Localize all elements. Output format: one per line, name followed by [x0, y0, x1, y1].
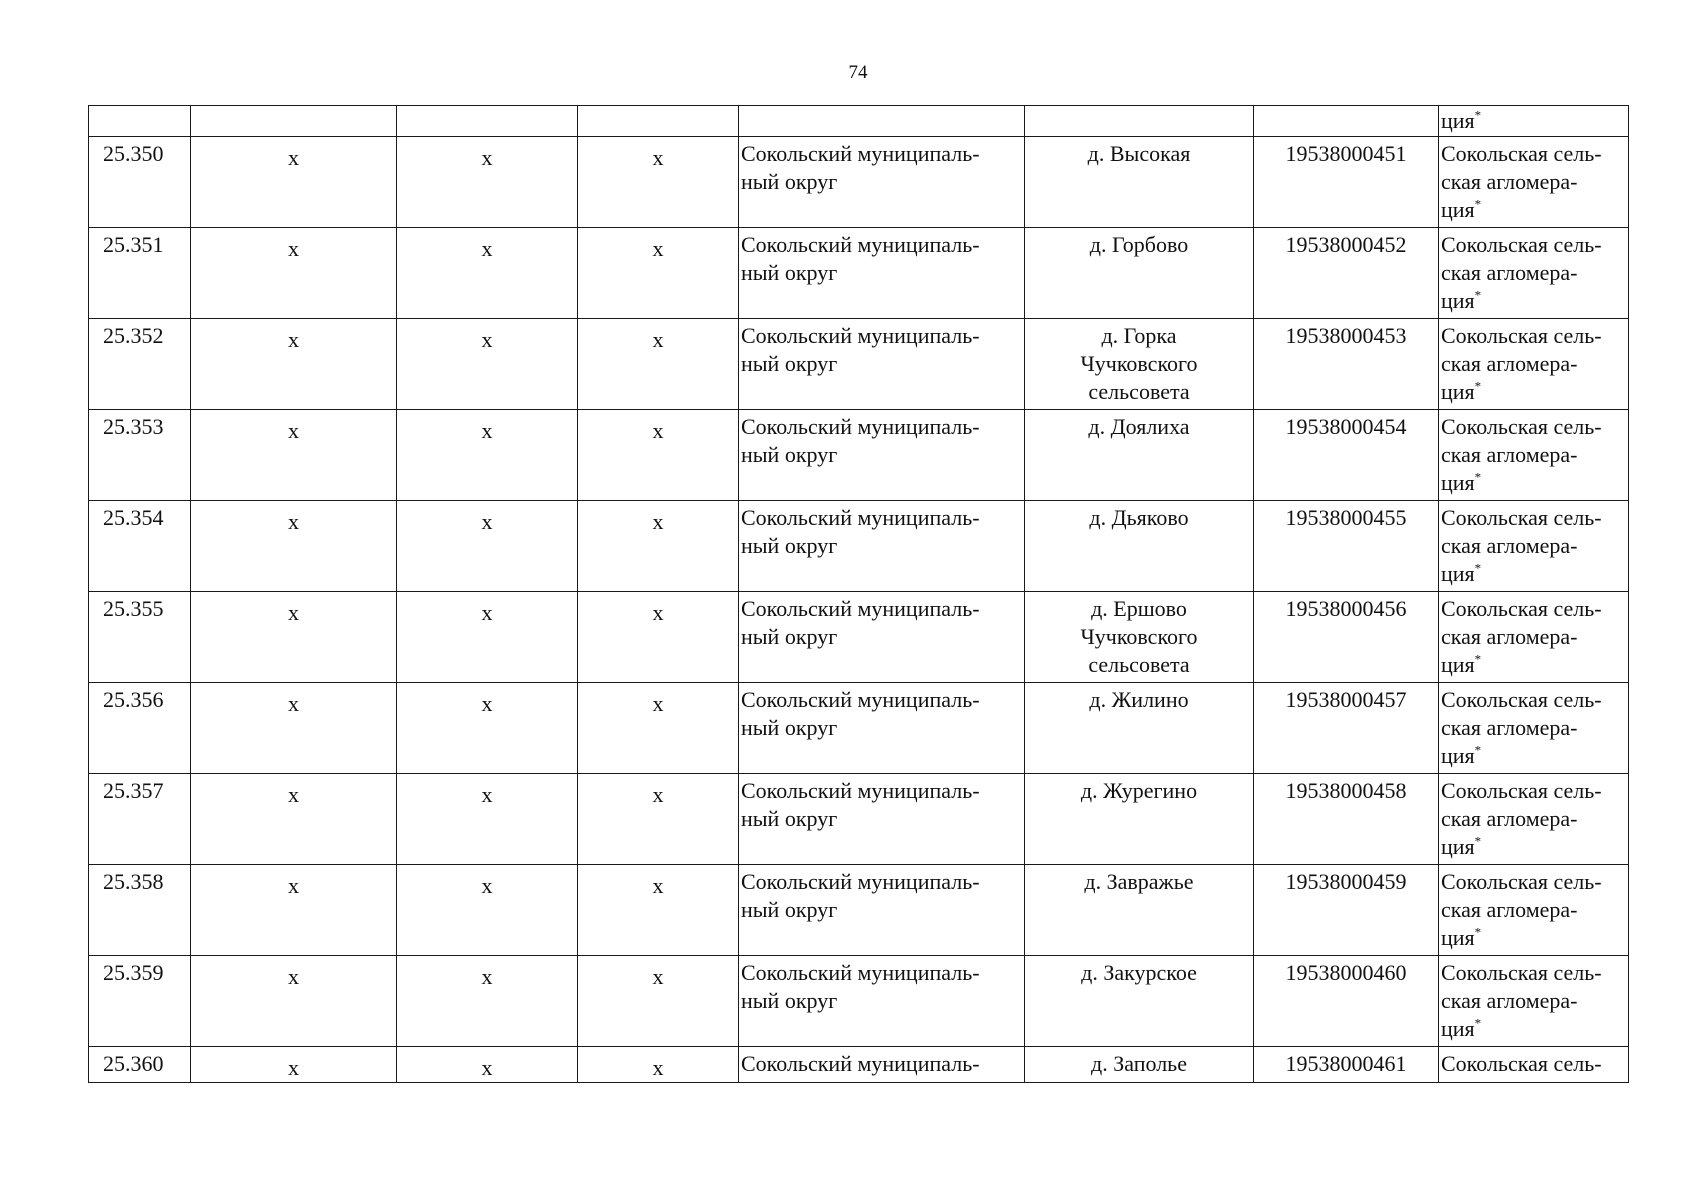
agglomeration-line: Сокольская сель- — [1441, 505, 1602, 530]
footnote-asterisk: * — [1474, 196, 1482, 212]
x-mark: x — [288, 964, 299, 989]
x-mark: x — [288, 1055, 299, 1080]
x-mark: x — [481, 327, 493, 352]
municipality-cell — [739, 683, 1025, 774]
municipality-line: Сокольский муниципаль- — [741, 1051, 980, 1076]
agglomeration-line: ская агломера- — [1441, 260, 1578, 285]
settlement-line: Чучковского — [1080, 351, 1198, 376]
agglomeration-cell — [1439, 683, 1629, 774]
row-number-cell — [89, 228, 191, 319]
x-mark: x — [288, 691, 299, 716]
agglomeration-line: Сокольская сель- — [1441, 232, 1602, 257]
row-number: 25.357 — [103, 778, 164, 803]
x-mark: x — [481, 691, 493, 716]
carry-over-row — [89, 106, 1629, 137]
x-mark: x — [652, 600, 664, 625]
footnote-asterisk: * — [1474, 469, 1482, 485]
oktmo-code-cell — [1254, 683, 1439, 774]
settlement-line: д. Высокая — [1087, 141, 1191, 166]
x-mark: x — [652, 782, 664, 807]
table-row — [89, 1047, 1629, 1083]
row-number: 25.355 — [103, 596, 164, 621]
settlement-line: сельсовета — [1088, 379, 1190, 404]
settlement-line: д. Горбово — [1089, 232, 1189, 257]
x-cell — [578, 865, 739, 956]
x-mark: x — [481, 873, 493, 898]
x-cell — [397, 865, 578, 956]
cell — [191, 106, 397, 137]
municipality-line: ный округ — [741, 351, 838, 376]
register-table — [88, 105, 1629, 1083]
table-row — [89, 319, 1629, 410]
x-cell — [191, 501, 397, 592]
agglomeration-line: ская агломера- — [1441, 715, 1578, 740]
x-cell — [191, 410, 397, 501]
oktmo-code-cell — [1254, 592, 1439, 683]
x-cell — [397, 410, 578, 501]
cell — [578, 106, 739, 137]
x-cell — [578, 774, 739, 865]
settlement-cell — [1025, 683, 1254, 774]
agglomeration-cell — [1439, 410, 1629, 501]
municipality-line: ный округ — [741, 169, 838, 194]
agglomeration-carry-cell — [1439, 106, 1629, 137]
agglomeration-cell — [1439, 774, 1629, 865]
municipality-line: ный округ — [741, 260, 838, 285]
municipality-line: Сокольский муниципаль- — [741, 414, 980, 439]
settlement-cell — [1025, 774, 1254, 865]
municipality-line: Сокольский муниципаль- — [741, 505, 980, 530]
table-row — [89, 774, 1629, 865]
footnote-asterisk: * — [1474, 560, 1482, 576]
municipality-cell — [739, 956, 1025, 1047]
agglomeration-cell — [1439, 592, 1629, 683]
municipality-line: ный округ — [741, 624, 838, 649]
settlement-line: д. Журегино — [1080, 778, 1198, 803]
settlement-line: д. Горка — [1101, 323, 1177, 348]
agglomeration-cell — [1439, 501, 1629, 592]
x-mark: x — [481, 236, 493, 261]
municipality-line: Сокольский муниципаль- — [741, 141, 980, 166]
agglomeration-line: ция* — [1441, 560, 1482, 586]
oktmo-code-cell — [1254, 774, 1439, 865]
settlement-line: д. Дьяково — [1089, 505, 1189, 530]
agglomeration-line: ция* — [1441, 833, 1482, 859]
agglomeration-line: Сокольская сель- — [1441, 596, 1602, 621]
row-number-cell — [89, 1047, 191, 1083]
page-number: 74 — [848, 62, 868, 83]
oktmo-code-cell — [1254, 137, 1439, 228]
x-cell — [578, 592, 739, 683]
x-mark: x — [481, 600, 493, 625]
municipality-line: Сокольский муниципаль- — [741, 960, 980, 985]
x-mark: x — [652, 873, 664, 898]
agglomeration-line: ция* — [1441, 1015, 1482, 1041]
x-mark: x — [652, 145, 664, 170]
x-mark: x — [652, 236, 664, 261]
oktmo-code-cell — [1254, 1047, 1439, 1083]
row-number: 25.358 — [103, 869, 164, 894]
oktmo-code: 19538000451 — [1285, 141, 1407, 166]
municipality-line: Сокольский муниципаль- — [741, 869, 980, 894]
table-row — [89, 228, 1629, 319]
settlement-line: д. Ершово — [1091, 596, 1187, 621]
municipality-line: ный округ — [741, 715, 838, 740]
table-body — [89, 106, 1629, 1083]
row-number-cell — [89, 410, 191, 501]
agglomeration-line: Сокольская сель- — [1441, 141, 1602, 166]
agglomeration-line: ская агломера- — [1441, 988, 1578, 1013]
settlement-line: д. Заполье — [1091, 1051, 1187, 1076]
agglomeration-line: Сокольская сель- — [1441, 1051, 1602, 1076]
x-cell — [191, 683, 397, 774]
table-row — [89, 956, 1629, 1047]
x-cell — [578, 956, 739, 1047]
row-number-cell — [89, 501, 191, 592]
settlement-line: Чучковского — [1080, 624, 1198, 649]
oktmo-code: 19538000460 — [1285, 960, 1407, 985]
x-cell — [397, 137, 578, 228]
x-mark: x — [652, 691, 664, 716]
x-cell — [397, 319, 578, 410]
municipality-cell — [739, 592, 1025, 683]
footnote-asterisk: * — [1474, 924, 1482, 940]
settlement-line: д. Завражье — [1084, 869, 1194, 894]
settlement-line: сельсовета — [1088, 652, 1190, 677]
oktmo-code: 19538000453 — [1285, 323, 1407, 348]
x-cell — [578, 137, 739, 228]
x-cell — [191, 137, 397, 228]
agglomeration-cell — [1439, 319, 1629, 410]
table-row — [89, 865, 1629, 956]
footnote-asterisk: * — [1474, 1015, 1482, 1031]
oktmo-code-cell — [1254, 956, 1439, 1047]
x-cell — [578, 1047, 739, 1083]
settlement-cell — [1025, 956, 1254, 1047]
agglomeration-line: Сокольская сель- — [1441, 323, 1602, 348]
x-mark: x — [288, 145, 299, 170]
settlement-cell — [1025, 228, 1254, 319]
row-number: 25.350 — [103, 141, 164, 166]
agglomeration-cell — [1439, 865, 1629, 956]
oktmo-code: 19538000456 — [1285, 596, 1407, 621]
agglomeration-line: Сокольская сель- — [1441, 869, 1602, 894]
municipality-line: Сокольский муниципаль- — [741, 232, 980, 257]
x-cell — [397, 501, 578, 592]
row-number-cell — [89, 683, 191, 774]
row-number: 25.354 — [103, 505, 164, 530]
agglomeration-line: ская агломера- — [1441, 806, 1578, 831]
x-cell — [397, 956, 578, 1047]
row-number-cell — [89, 592, 191, 683]
table-row — [89, 137, 1629, 228]
municipality-line: ный округ — [741, 897, 838, 922]
agglomeration-carry-text: ция — [1441, 108, 1475, 133]
footnote-asterisk: * — [1474, 651, 1482, 667]
municipality-line: Сокольский муниципаль- — [741, 323, 980, 348]
municipality-cell — [739, 410, 1025, 501]
footnote-asterisk: * — [1474, 378, 1482, 394]
row-number-cell — [89, 865, 191, 956]
footnote-asterisk: * — [1474, 833, 1482, 849]
agglomeration-line: ская агломера- — [1441, 169, 1578, 194]
municipality-line: Сокольский муниципаль- — [741, 778, 980, 803]
x-mark: x — [652, 964, 664, 989]
agglomeration-line: ция* — [1441, 287, 1482, 313]
table-row — [89, 683, 1629, 774]
table-row — [89, 410, 1629, 501]
oktmo-code: 19538000461 — [1285, 1051, 1407, 1076]
x-mark: x — [481, 418, 493, 443]
x-mark: x — [481, 1055, 493, 1080]
row-number: 25.360 — [103, 1051, 164, 1076]
municipality-line: ный округ — [741, 988, 838, 1013]
x-cell — [578, 410, 739, 501]
municipality-line: ный округ — [741, 533, 838, 558]
oktmo-code-cell — [1254, 319, 1439, 410]
oktmo-code-cell — [1254, 410, 1439, 501]
municipality-line: Сокольский муниципаль- — [741, 687, 980, 712]
agglomeration-cell — [1439, 1047, 1629, 1083]
cell — [397, 106, 578, 137]
municipality-cell — [739, 1047, 1025, 1083]
settlement-line: д. Жилино — [1089, 687, 1189, 712]
agglomeration-line: ская агломера- — [1441, 897, 1578, 922]
agglomeration-line: ция* — [1441, 742, 1482, 768]
agglomeration-line: ция* — [1441, 378, 1482, 404]
footnote-asterisk: * — [1474, 107, 1482, 123]
x-mark: x — [288, 418, 299, 443]
settlement-cell — [1025, 592, 1254, 683]
x-mark: x — [652, 1055, 664, 1080]
x-mark: x — [481, 145, 493, 170]
row-number: 25.359 — [103, 960, 164, 985]
x-cell — [578, 683, 739, 774]
agglomeration-line: ция* — [1441, 196, 1482, 222]
row-number: 25.351 — [103, 232, 164, 257]
x-cell — [191, 865, 397, 956]
agglomeration-cell — [1439, 228, 1629, 319]
footnote-asterisk: * — [1474, 287, 1482, 303]
oktmo-code: 19538000457 — [1285, 687, 1407, 712]
x-cell — [397, 683, 578, 774]
oktmo-code-cell — [1254, 865, 1439, 956]
municipality-line: ный округ — [741, 442, 838, 467]
settlement-cell — [1025, 1047, 1254, 1083]
x-mark: x — [288, 509, 299, 534]
settlement-cell — [1025, 501, 1254, 592]
x-mark: x — [288, 600, 299, 625]
municipality-line: ный округ — [741, 806, 838, 831]
settlement-cell — [1025, 410, 1254, 501]
x-cell — [578, 501, 739, 592]
row-number-cell — [89, 774, 191, 865]
x-cell — [191, 774, 397, 865]
agglomeration-line: ская агломера- — [1441, 533, 1578, 558]
settlement-cell — [1025, 865, 1254, 956]
settlement-cell — [1025, 319, 1254, 410]
municipality-cell — [739, 865, 1025, 956]
cell — [1254, 106, 1439, 137]
oktmo-code: 19538000454 — [1285, 414, 1407, 439]
agglomeration-cell — [1439, 137, 1629, 228]
table-row — [89, 592, 1629, 683]
cell — [89, 106, 191, 137]
x-mark: x — [288, 327, 299, 352]
oktmo-code: 19538000459 — [1285, 869, 1407, 894]
oktmo-code: 19538000455 — [1285, 505, 1407, 530]
municipality-cell — [739, 137, 1025, 228]
x-cell — [397, 228, 578, 319]
x-cell — [578, 319, 739, 410]
settlement-cell — [1025, 137, 1254, 228]
x-mark: x — [481, 509, 493, 534]
x-cell — [191, 956, 397, 1047]
agglomeration-line: ция* — [1441, 469, 1482, 495]
agglomeration-line: ция* — [1441, 924, 1482, 950]
footnote-asterisk: * — [1474, 742, 1482, 758]
x-cell — [578, 228, 739, 319]
row-number-cell — [89, 137, 191, 228]
municipality-line: Сокольский муниципаль- — [741, 596, 980, 621]
x-mark: x — [652, 509, 664, 534]
oktmo-code: 19538000452 — [1285, 232, 1407, 257]
municipality-cell — [739, 319, 1025, 410]
agglomeration-line: Сокольская сель- — [1441, 414, 1602, 439]
municipality-cell — [739, 501, 1025, 592]
oktmo-code-cell — [1254, 228, 1439, 319]
agglomeration-line: ция* — [1441, 651, 1482, 677]
settlement-line: д. Закурское — [1081, 960, 1197, 985]
x-cell — [191, 592, 397, 683]
agglomeration-cell — [1439, 956, 1629, 1047]
row-number: 25.356 — [103, 687, 164, 712]
x-cell — [397, 592, 578, 683]
agglomeration-line: ская агломера- — [1441, 624, 1578, 649]
oktmo-code: 19538000458 — [1285, 778, 1407, 803]
cell — [739, 106, 1025, 137]
x-cell — [397, 1047, 578, 1083]
x-cell — [397, 774, 578, 865]
agglomeration-line: Сокольская сель- — [1441, 778, 1602, 803]
agglomeration-line: ская агломера- — [1441, 442, 1578, 467]
cell — [1025, 106, 1254, 137]
municipality-cell — [739, 228, 1025, 319]
row-number: 25.353 — [103, 414, 164, 439]
oktmo-code-cell — [1254, 501, 1439, 592]
agglomeration-line: ская агломера- — [1441, 351, 1578, 376]
x-mark: x — [652, 418, 664, 443]
row-number: 25.352 — [103, 323, 164, 348]
x-mark: x — [481, 782, 493, 807]
x-mark: x — [288, 873, 299, 898]
x-cell — [191, 319, 397, 410]
x-cell — [191, 1047, 397, 1083]
row-number-cell — [89, 319, 191, 410]
x-cell — [191, 228, 397, 319]
municipality-cell — [739, 774, 1025, 865]
agglomeration-line: Сокольская сель- — [1441, 687, 1602, 712]
settlement-line: д. Доялиха — [1088, 414, 1190, 439]
x-mark: x — [288, 236, 299, 261]
table-row — [89, 501, 1629, 592]
row-number-cell — [89, 956, 191, 1047]
agglomeration-line: Сокольская сель- — [1441, 960, 1602, 985]
x-mark: x — [481, 964, 493, 989]
x-mark: x — [288, 782, 299, 807]
x-mark: x — [652, 327, 664, 352]
